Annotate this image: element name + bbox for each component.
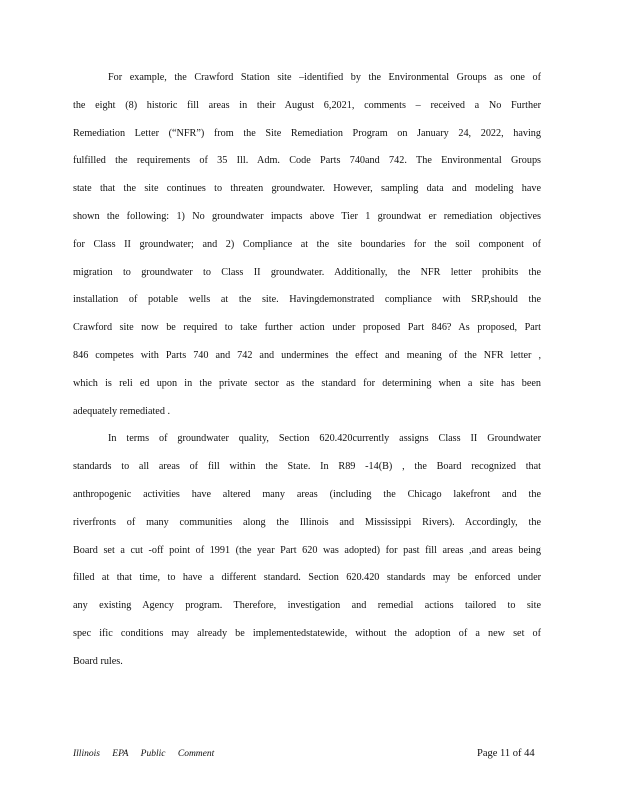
page-number: Page 11 of 44 (477, 748, 535, 759)
body-text (73, 71, 541, 683)
paragraph-1-line-3: Remediation Letter (“NFR”) from the Site Remediation Program on January 24, 2022, having (73, 127, 541, 139)
paragraph-2-line-7: any existing Agency program. Therefore, investigation and remedial actions tailored to site (73, 600, 541, 612)
paragraph-1-line-10: Crawford site now be required to take further action under proposed Part 846? As proposed, Part (73, 322, 541, 334)
paragraph-1-line-4: fulfilled the requirements of 35 Ill. Adm. Code Parts 740and 742. The Environmental Groups (73, 155, 541, 167)
paragraph-2-line-8: spec ific conditions may already be implementedstatewide, without the adoption of a new set of (73, 627, 541, 639)
paragraph-1-line-9: installation of potable wells at the site. Havingdemonstrated compliance with SRP,should the (73, 294, 541, 306)
paragraph-1-line-1: For example, the Crawford Station site –identified by the Environmental Groups as one of (108, 72, 541, 83)
paragraph-1-line-6: shown the following: 1) No groundwater impacts above Tier 1 groundwat er remediation objectives (73, 210, 541, 222)
paragraph-2-line-9: Board rules. (73, 655, 123, 667)
paragraph-2-line-4: riverfronts of many communities along the Illinois and Mississippi Rivers). Accordingly, the (73, 516, 541, 528)
paragraph-1-line-8: migration to groundwater to Class II groundwater. Additionally, the NFR letter prohibits the (73, 266, 541, 278)
paragraph-2-line-2: standards to all areas of fill within the State. In R89 -14(B) , the Board recognized that (73, 461, 541, 473)
paragraph-1-line-2: the eight (8) historic fill areas in their August 6,2021, comments – received a No Further (73, 99, 541, 111)
paragraph-2-line-1: In terms of groundwater quality, Section 620.420currently assigns Class II Groundwater (108, 433, 541, 445)
paragraph-1-line-11: 846 competes with Parts 740 and 742 and undermines the effect and meaning of the NFR letter , (73, 349, 541, 361)
paragraph-1-line-13: adequately remediated . (73, 405, 171, 417)
footer-source-label: Illinois EPA Public Comment (73, 749, 215, 759)
paragraph-2-line-5: Board set a cut -off point of 1991 (the year Part 620 was adopted) for past fill areas ,and areas being (73, 544, 541, 556)
paragraph-1-line-5: state that the site continues to threaten groundwater. However, sampling data and modeling have (73, 183, 541, 195)
paragraph-1-line-12: which is reli ed upon in the private sector as the standard for determining when a site has been (73, 377, 541, 389)
paragraph-1-line-7: for Class II groundwater; and 2) Compliance at the site boundaries for the soil component of (73, 238, 541, 250)
paragraph-2-line-3: anthropogenic activities have altered many areas (including the Chicago lakefront and the (73, 488, 541, 500)
paragraph-2-line-6: filled at that time, to have a different standard. Section 620.420 standards may be enforced under (73, 572, 541, 584)
